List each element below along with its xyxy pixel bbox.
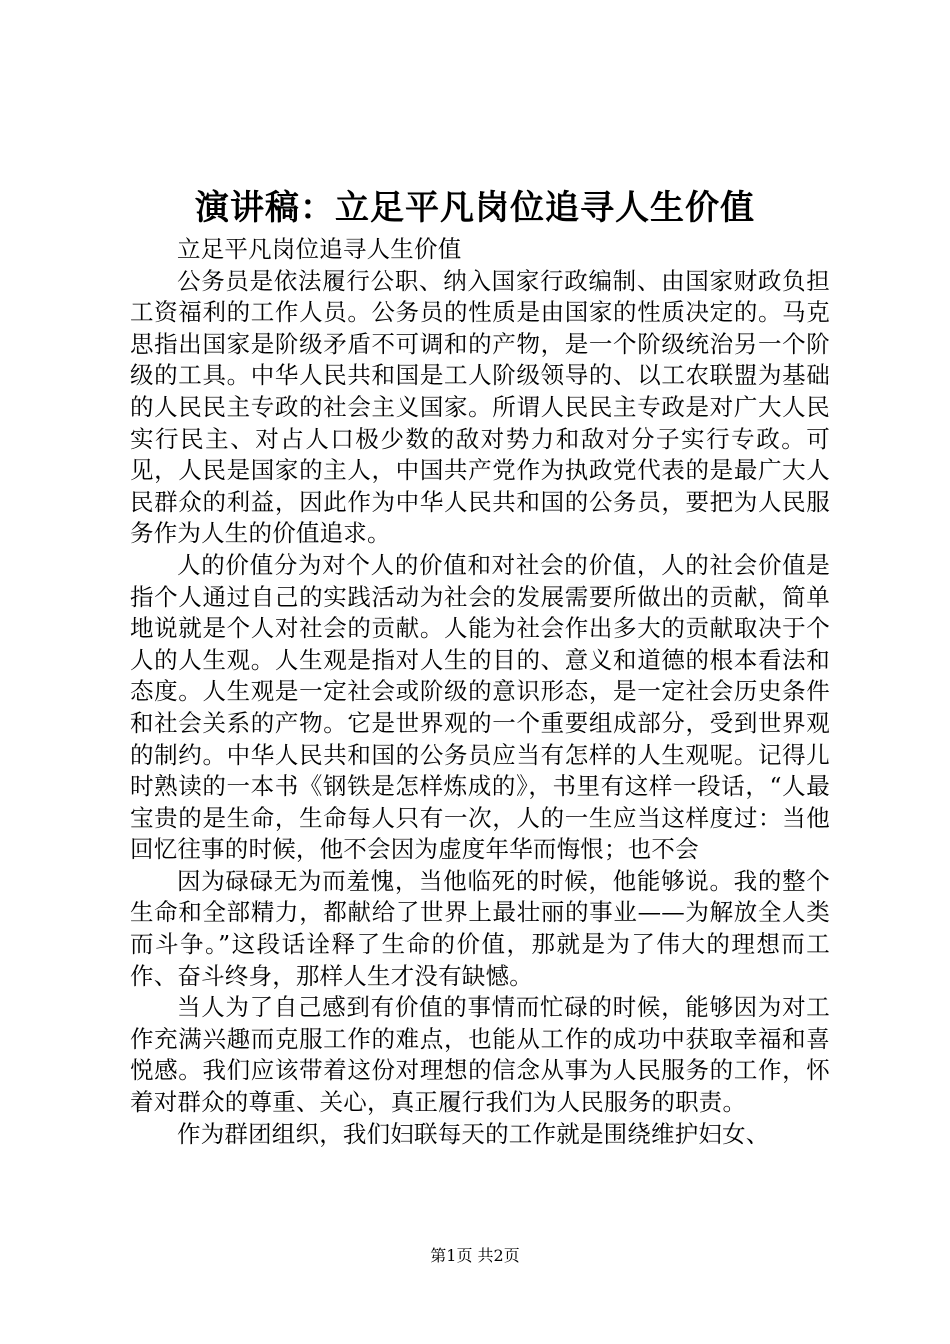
body-paragraph: 公务员是依法履行公职、纳入国家行政编制、由国家财政负担工资福利的工作人员。公务员的性质是由国家的性质决定的。马克思指出国家是阶级矛盾不可调和的产物，是一个阶级统治另一个阶级的工具。中华人民共和国是工人阶级领导的、以工农联盟为基础的人民民主专政的社会主义国家。所谓人民民主专政是对广大人民实行民主、对占人口极少数的敌对势力和敌对分子实行专政。可见，人民是国家的主人，中国共产党作为执政党代表的是最广大人民群众的利益，因此作为中华人民共和国的公务员，要把为人民服务作为人生的价值追求。 xyxy=(130,266,830,548)
body-paragraph: 当人为了自己感到有价值的事情而忙碌的时候，能够因为对工作充满兴趣而克服工作的难点，也能从工作的成功中获取幸福和喜悦感。我们应该带着这份对理想的信念从事为人民服务的工作，怀着对群众的尊重、关心，真正履行我们为人民服务的职责。 xyxy=(130,993,830,1117)
body-paragraph: 因为碌碌无为而羞愧，当他临死的时候，他能够说。我的整个生命和全部精力，都献给了世界上最壮丽的事业——为解放全人类而斗争。”这段话诠释了生命的价值，那就是为了伟大的理想而工作、奋斗终身，那样人生才没有缺憾。 xyxy=(130,866,830,990)
subtitle-paragraph: 立足平凡岗位追寻人生价值 xyxy=(177,235,462,263)
body-paragraph: 作为群团组织，我们妇联每天的工作就是围绕维护妇女、 xyxy=(177,1119,770,1148)
document-title: 演讲稿：立足平凡岗位追寻人生价值 xyxy=(195,188,755,228)
document-body xyxy=(130,234,830,1150)
body-paragraph: 人的价值分为对个人的价值和对社会的价值，人的社会价值是指个人通过自己的实践活动为社会的发展需要所做出的贡献，简单地说就是个人对社会的贡献。人能为社会作出多大的贡献取决于个人的人生观。人生观是指对人生的目的、意义和道德的根本看法和态度。人生观是一定社会或阶级的意识形态，是一定社会历史条件和社会关系的产物。它是世界观的一个重要组成部分，受到世界观的制约。中华人民共和国的公务员应当有怎样的人生观呢。记得儿时熟读的一本书《钢铁是怎样炼成的》，书里有这样一段话，“人最宝贵的是生命，生命每人只有一次，人的一生应当这样度过：当他回忆往事的时候，他不会因为虚度年华而悔恨；也不会 xyxy=(130,550,830,864)
page-number-footer: 第1页 共2页 xyxy=(430,1246,520,1265)
